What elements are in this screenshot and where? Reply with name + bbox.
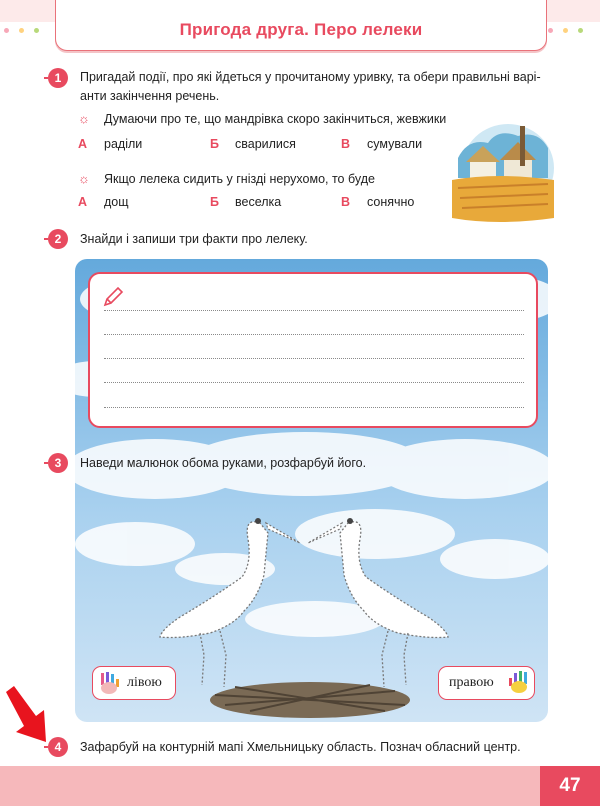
option-1a-letter: А bbox=[78, 137, 88, 151]
left-hand-icon bbox=[97, 671, 121, 695]
writing-area[interactable] bbox=[88, 272, 538, 428]
footer-band bbox=[0, 766, 600, 806]
option-2b-text[interactable]: веселка bbox=[235, 195, 282, 209]
answer-line[interactable] bbox=[104, 382, 524, 383]
task-2-text: Знайди і запиши три факти про лелеку. bbox=[80, 232, 308, 246]
option-1b-text[interactable]: сварилися bbox=[235, 137, 296, 151]
right-hand-label: правою bbox=[449, 675, 494, 690]
right-hand-icon bbox=[507, 670, 531, 694]
task-number-4: 4 bbox=[48, 737, 68, 757]
option-1c-letter: В bbox=[341, 137, 351, 151]
title-box bbox=[55, 0, 547, 51]
task-number-1: 1 bbox=[48, 68, 68, 88]
left-hand-label-box bbox=[92, 666, 176, 700]
answer-line[interactable] bbox=[104, 334, 524, 335]
option-2c-text[interactable]: сонячно bbox=[367, 195, 415, 209]
answer-line[interactable] bbox=[104, 310, 524, 311]
task-1-text-line2: анти закінчення речень. bbox=[80, 89, 220, 103]
right-hand-label-box bbox=[438, 666, 535, 700]
sun-bullet-icon: ☼ bbox=[78, 111, 90, 126]
task-number-3: 3 bbox=[48, 453, 68, 473]
task-number-2: 2 bbox=[48, 229, 68, 249]
pencil-icon bbox=[102, 286, 124, 308]
storks-tracing-drawing[interactable] bbox=[140, 505, 470, 720]
option-1b-letter: Б bbox=[210, 137, 219, 151]
option-2a-text[interactable]: дощ bbox=[104, 195, 129, 209]
question-1-text: Думаючи про те, що мандрівка скоро закінчиться, жевжики bbox=[104, 112, 447, 126]
task-4-text: Зафарбуй на контурній мапі Хмельницьку область. Познач обласний центр. bbox=[80, 740, 521, 754]
answer-line[interactable] bbox=[104, 407, 524, 408]
answer-line[interactable] bbox=[104, 358, 524, 359]
dots-right bbox=[548, 28, 593, 33]
page-title: Пригода друга. Перо лелеки bbox=[179, 20, 423, 39]
village-illustration bbox=[448, 118, 556, 226]
option-1c-text[interactable]: сумували bbox=[367, 137, 423, 151]
page-number: 47 bbox=[540, 766, 600, 806]
question-2-text: Якщо лелека сидить у гнізді нерухомо, то буде bbox=[104, 172, 375, 186]
option-1a-text[interactable]: раділи bbox=[104, 137, 143, 151]
sun-bullet-icon: ☼ bbox=[78, 171, 90, 186]
dots-left bbox=[4, 28, 49, 33]
arrow-icon bbox=[4, 686, 50, 744]
task-1-text-line1: Пригадай події, про які йдеться у прочитаному уривку, та обери правильні варі- bbox=[80, 70, 541, 84]
option-2c-letter: В bbox=[341, 195, 351, 209]
left-hand-label: лівою bbox=[127, 675, 162, 690]
option-2b-letter: Б bbox=[210, 195, 219, 209]
task-3-text: Наведи малюнок обома руками, розфарбуй його. bbox=[80, 456, 367, 470]
option-2a-letter: А bbox=[78, 195, 88, 209]
